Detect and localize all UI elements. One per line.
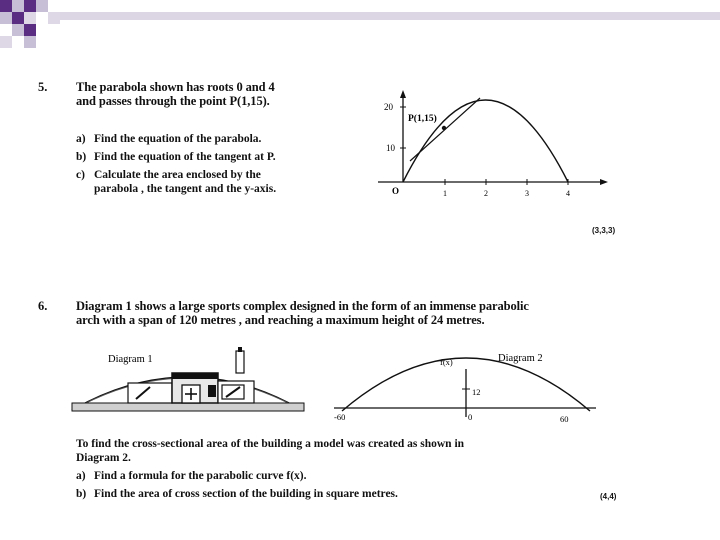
q5-parabola-graph [370, 90, 620, 210]
q6-part-a-label: a) [76, 470, 86, 482]
diagram2-origin-label: 0 [468, 412, 473, 422]
q6-model-line1: To find the cross-sectional area of the building a model was created as shown in [76, 438, 465, 450]
diagram2-left-label: -60 [334, 412, 346, 422]
q6-part-b-text: Find the area of cross section of the building in square metres. [94, 488, 398, 500]
q5-line2: and passes through the point P(1,15). [76, 94, 270, 108]
deco-square-2 [12, 0, 24, 12]
q6-marks: (4,4) [600, 492, 617, 501]
diagram1-side-block [208, 385, 216, 397]
deco-square-5 [0, 12, 12, 24]
q5-part-a-label: a) [76, 133, 86, 145]
diagram2-right-label: 60 [560, 414, 569, 424]
diagram2-parabola [330, 345, 600, 427]
q5-number: 5. [38, 80, 48, 94]
x-tick-label-1: 1 [443, 189, 447, 198]
diagram1-chimney-cap [238, 347, 242, 352]
deco-square-3 [24, 0, 36, 12]
deco-square-12 [24, 36, 36, 48]
diagram1-center-top [172, 373, 218, 379]
header-decoration [0, 0, 720, 50]
x-tick-label-3: 3 [525, 189, 529, 198]
deco-square-4 [36, 0, 48, 12]
deco-square-8 [48, 12, 60, 24]
point-p-label: P(1,15) [408, 114, 437, 124]
diagram1-left-wing [128, 383, 172, 403]
diagram1-chimney [236, 351, 244, 373]
q6-number: 6. [38, 299, 48, 313]
origin-label: O [392, 186, 400, 196]
diagram1-building [68, 345, 308, 420]
diagram1-label: Diagram 1 [108, 354, 153, 365]
y-tick-label-20: 20 [384, 102, 393, 112]
q6-part-a-text: Find a formula for the parabolic curve f(x). [94, 470, 307, 482]
q6-part-b-label: b) [76, 488, 87, 500]
deco-square-11 [0, 36, 12, 48]
parabola-curve [403, 100, 568, 182]
deco-square-9 [12, 24, 24, 36]
q5-line1: The parabola shown has roots 0 and 4 [76, 80, 275, 94]
diagram1-ground [72, 403, 304, 411]
deco-square-6 [12, 12, 24, 24]
q6-line2: arch with a span of 120 metres , and reaching a maximum height of 24 metres. [76, 313, 485, 327]
q6-line1: Diagram 1 shows a large sports complex designed in the form of an immense parabolic [76, 299, 529, 313]
q6-model-line2: Diagram 2. [76, 452, 131, 464]
q5-part-b-text: Find the equation of the tangent at P. [94, 151, 276, 163]
q5-part-c-text: Calculate the area enclosed by the [94, 169, 261, 181]
q5-part-c-text-line2: parabola , the tangent and the y-axis. [94, 183, 277, 195]
y-tick-label-10: 10 [386, 143, 395, 153]
deco-square-7 [24, 12, 36, 24]
header-stripe [60, 12, 720, 20]
diagram2-label: Diagram 2 [498, 353, 543, 364]
deco-square-1 [0, 0, 12, 12]
diagram2-fx-label: f(x) [440, 357, 453, 367]
x-tick-label-4: 4 [566, 189, 570, 198]
x-axis-arrow [600, 179, 608, 185]
x-tick-label-2: 2 [484, 189, 488, 198]
y-axis-arrow [400, 90, 406, 98]
diagram2-height-label: 12 [472, 387, 481, 397]
deco-square-10 [24, 24, 36, 36]
q5-marks: (3,3,3) [592, 226, 616, 235]
q5-part-a-text: Find the equation of the parabola. [94, 133, 262, 145]
q5-part-b-label: b) [76, 151, 87, 163]
q5-part-c-label: c) [76, 169, 85, 181]
point-p [442, 126, 446, 130]
